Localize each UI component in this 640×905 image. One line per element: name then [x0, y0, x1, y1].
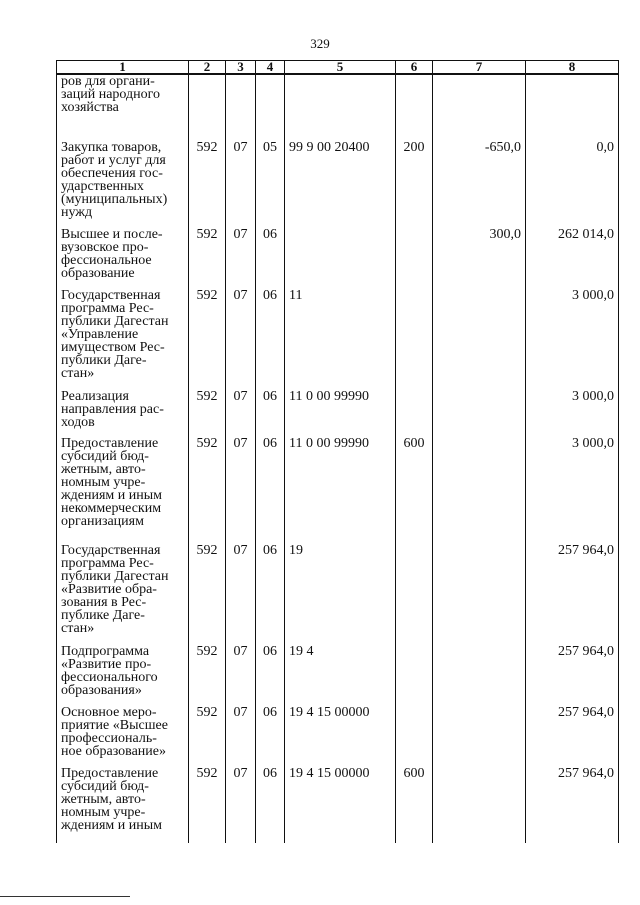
- section-code-cell: 07: [226, 641, 256, 702]
- target-article-cell: 99 9 00 20400: [285, 137, 396, 224]
- section-code-cell: 07: [226, 137, 256, 224]
- row-name-cell: Основное меро- приятие «Высшее профессиональ- ное образование»: [57, 702, 189, 763]
- expense-type-cell: [396, 386, 433, 433]
- table-header-row: [57, 61, 619, 75]
- table-row: [57, 433, 619, 540]
- column-header: 7: [433, 61, 526, 75]
- target-article-cell: 19 4 15 00000: [285, 702, 396, 763]
- target-article-cell: 11 0 00 99990: [285, 433, 396, 540]
- table-row: [57, 137, 619, 224]
- total-amount-cell: 257 964,0: [526, 641, 619, 702]
- row-name-cell: Закупка товаров, работ и услуг для обеспечения гос- ударственных (муниципальных) нужд: [57, 137, 189, 224]
- table-row: [57, 641, 619, 702]
- table-row: [57, 386, 619, 433]
- admin-code-cell: 592: [189, 702, 226, 763]
- total-amount-cell: 0,0: [526, 137, 619, 224]
- admin-code-cell: 592: [189, 540, 226, 641]
- subsection-code-cell: 06: [256, 540, 285, 641]
- table-row: [57, 224, 619, 285]
- change-amount-cell: [433, 74, 526, 137]
- total-amount-cell: 262 014,0: [526, 224, 619, 285]
- admin-code-cell: 592: [189, 224, 226, 285]
- total-amount-cell: [526, 74, 619, 137]
- row-name-cell: Государственная программа Рес- публики Дагестан «Управление имуществом Рес- публики Даге- стан»: [57, 285, 189, 386]
- row-name-cell: Высшее и после- вузовское про- фессиональное образование: [57, 224, 189, 285]
- subsection-code-cell: 06: [256, 224, 285, 285]
- budget-table: [56, 60, 619, 843]
- subsection-code-cell: 06: [256, 433, 285, 540]
- target-article-cell: [285, 224, 396, 285]
- section-code-cell: 07: [226, 702, 256, 763]
- table-row: [57, 702, 619, 763]
- admin-code-cell: 592: [189, 763, 226, 843]
- change-amount-cell: [433, 540, 526, 641]
- admin-code-cell: 592: [189, 285, 226, 386]
- table-row: [57, 763, 619, 843]
- target-article-cell: 11: [285, 285, 396, 386]
- subsection-code-cell: 06: [256, 702, 285, 763]
- expense-type-cell: [396, 540, 433, 641]
- row-name-cell: Предоставление субсидий бюд- жетным, авто- номным учре- ждениям и иным некоммерческим организациям: [57, 433, 189, 540]
- admin-code-cell: 592: [189, 137, 226, 224]
- expense-type-cell: 200: [396, 137, 433, 224]
- section-code-cell: 07: [226, 386, 256, 433]
- admin-code-cell: [189, 74, 226, 137]
- admin-code-cell: 592: [189, 641, 226, 702]
- section-code-cell: [226, 74, 256, 137]
- column-header: 6: [396, 61, 433, 75]
- subsection-code-cell: 06: [256, 285, 285, 386]
- target-article-cell: 19: [285, 540, 396, 641]
- admin-code-cell: 592: [189, 433, 226, 540]
- subsection-code-cell: 06: [256, 763, 285, 843]
- table-row: [57, 285, 619, 386]
- column-header: 3: [226, 61, 256, 75]
- change-amount-cell: [433, 641, 526, 702]
- change-amount-cell: -650,0: [433, 137, 526, 224]
- row-name-cell: Реализация направления рас- ходов: [57, 386, 189, 433]
- row-name-cell: Предоставление субсидий бюд- жетным, авто- номным учре- ждениям и иным: [57, 763, 189, 843]
- target-article-cell: 19 4: [285, 641, 396, 702]
- table-row: [57, 540, 619, 641]
- subsection-code-cell: [256, 74, 285, 137]
- target-article-cell: 19 4 15 00000: [285, 763, 396, 843]
- change-amount-cell: [433, 433, 526, 540]
- expense-type-cell: 600: [396, 433, 433, 540]
- row-name-cell: Подпрограмма «Развитие про- фессионального образования»: [57, 641, 189, 702]
- change-amount-cell: 300,0: [433, 224, 526, 285]
- total-amount-cell: 3 000,0: [526, 433, 619, 540]
- total-amount-cell: 3 000,0: [526, 386, 619, 433]
- subsection-code-cell: 06: [256, 641, 285, 702]
- total-amount-cell: 257 964,0: [526, 763, 619, 843]
- change-amount-cell: [433, 386, 526, 433]
- column-header: 8: [526, 61, 619, 75]
- column-header: 1: [57, 61, 189, 75]
- section-code-cell: 07: [226, 540, 256, 641]
- total-amount-cell: 257 964,0: [526, 702, 619, 763]
- section-code-cell: 07: [226, 763, 256, 843]
- column-header: 4: [256, 61, 285, 75]
- total-amount-cell: 257 964,0: [526, 540, 619, 641]
- expense-type-cell: 600: [396, 763, 433, 843]
- expense-type-cell: [396, 285, 433, 386]
- section-code-cell: 07: [226, 433, 256, 540]
- page-number: 329: [310, 36, 330, 51]
- subsection-code-cell: 05: [256, 137, 285, 224]
- expense-type-cell: [396, 641, 433, 702]
- target-article-cell: 11 0 00 99990: [285, 386, 396, 433]
- total-amount-cell: 3 000,0: [526, 285, 619, 386]
- row-name-cell: Государственная программа Рес- публики Дагестан «Развитие обра- зования в Рес- публике Даге- стан»: [57, 540, 189, 641]
- table-body: [57, 74, 619, 843]
- section-code-cell: 07: [226, 285, 256, 386]
- change-amount-cell: [433, 702, 526, 763]
- target-article-cell: [285, 74, 396, 137]
- subsection-code-cell: 06: [256, 386, 285, 433]
- admin-code-cell: 592: [189, 386, 226, 433]
- row-name-cell: ров для органи- заций народного хозяйства: [57, 74, 189, 137]
- expense-type-cell: [396, 702, 433, 763]
- footnote-rule: [0, 896, 130, 897]
- expense-type-cell: [396, 224, 433, 285]
- column-header: 2: [189, 61, 226, 75]
- column-header: 5: [285, 61, 396, 75]
- table-row: [57, 74, 619, 137]
- change-amount-cell: [433, 285, 526, 386]
- change-amount-cell: [433, 763, 526, 843]
- expense-type-cell: [396, 74, 433, 137]
- section-code-cell: 07: [226, 224, 256, 285]
